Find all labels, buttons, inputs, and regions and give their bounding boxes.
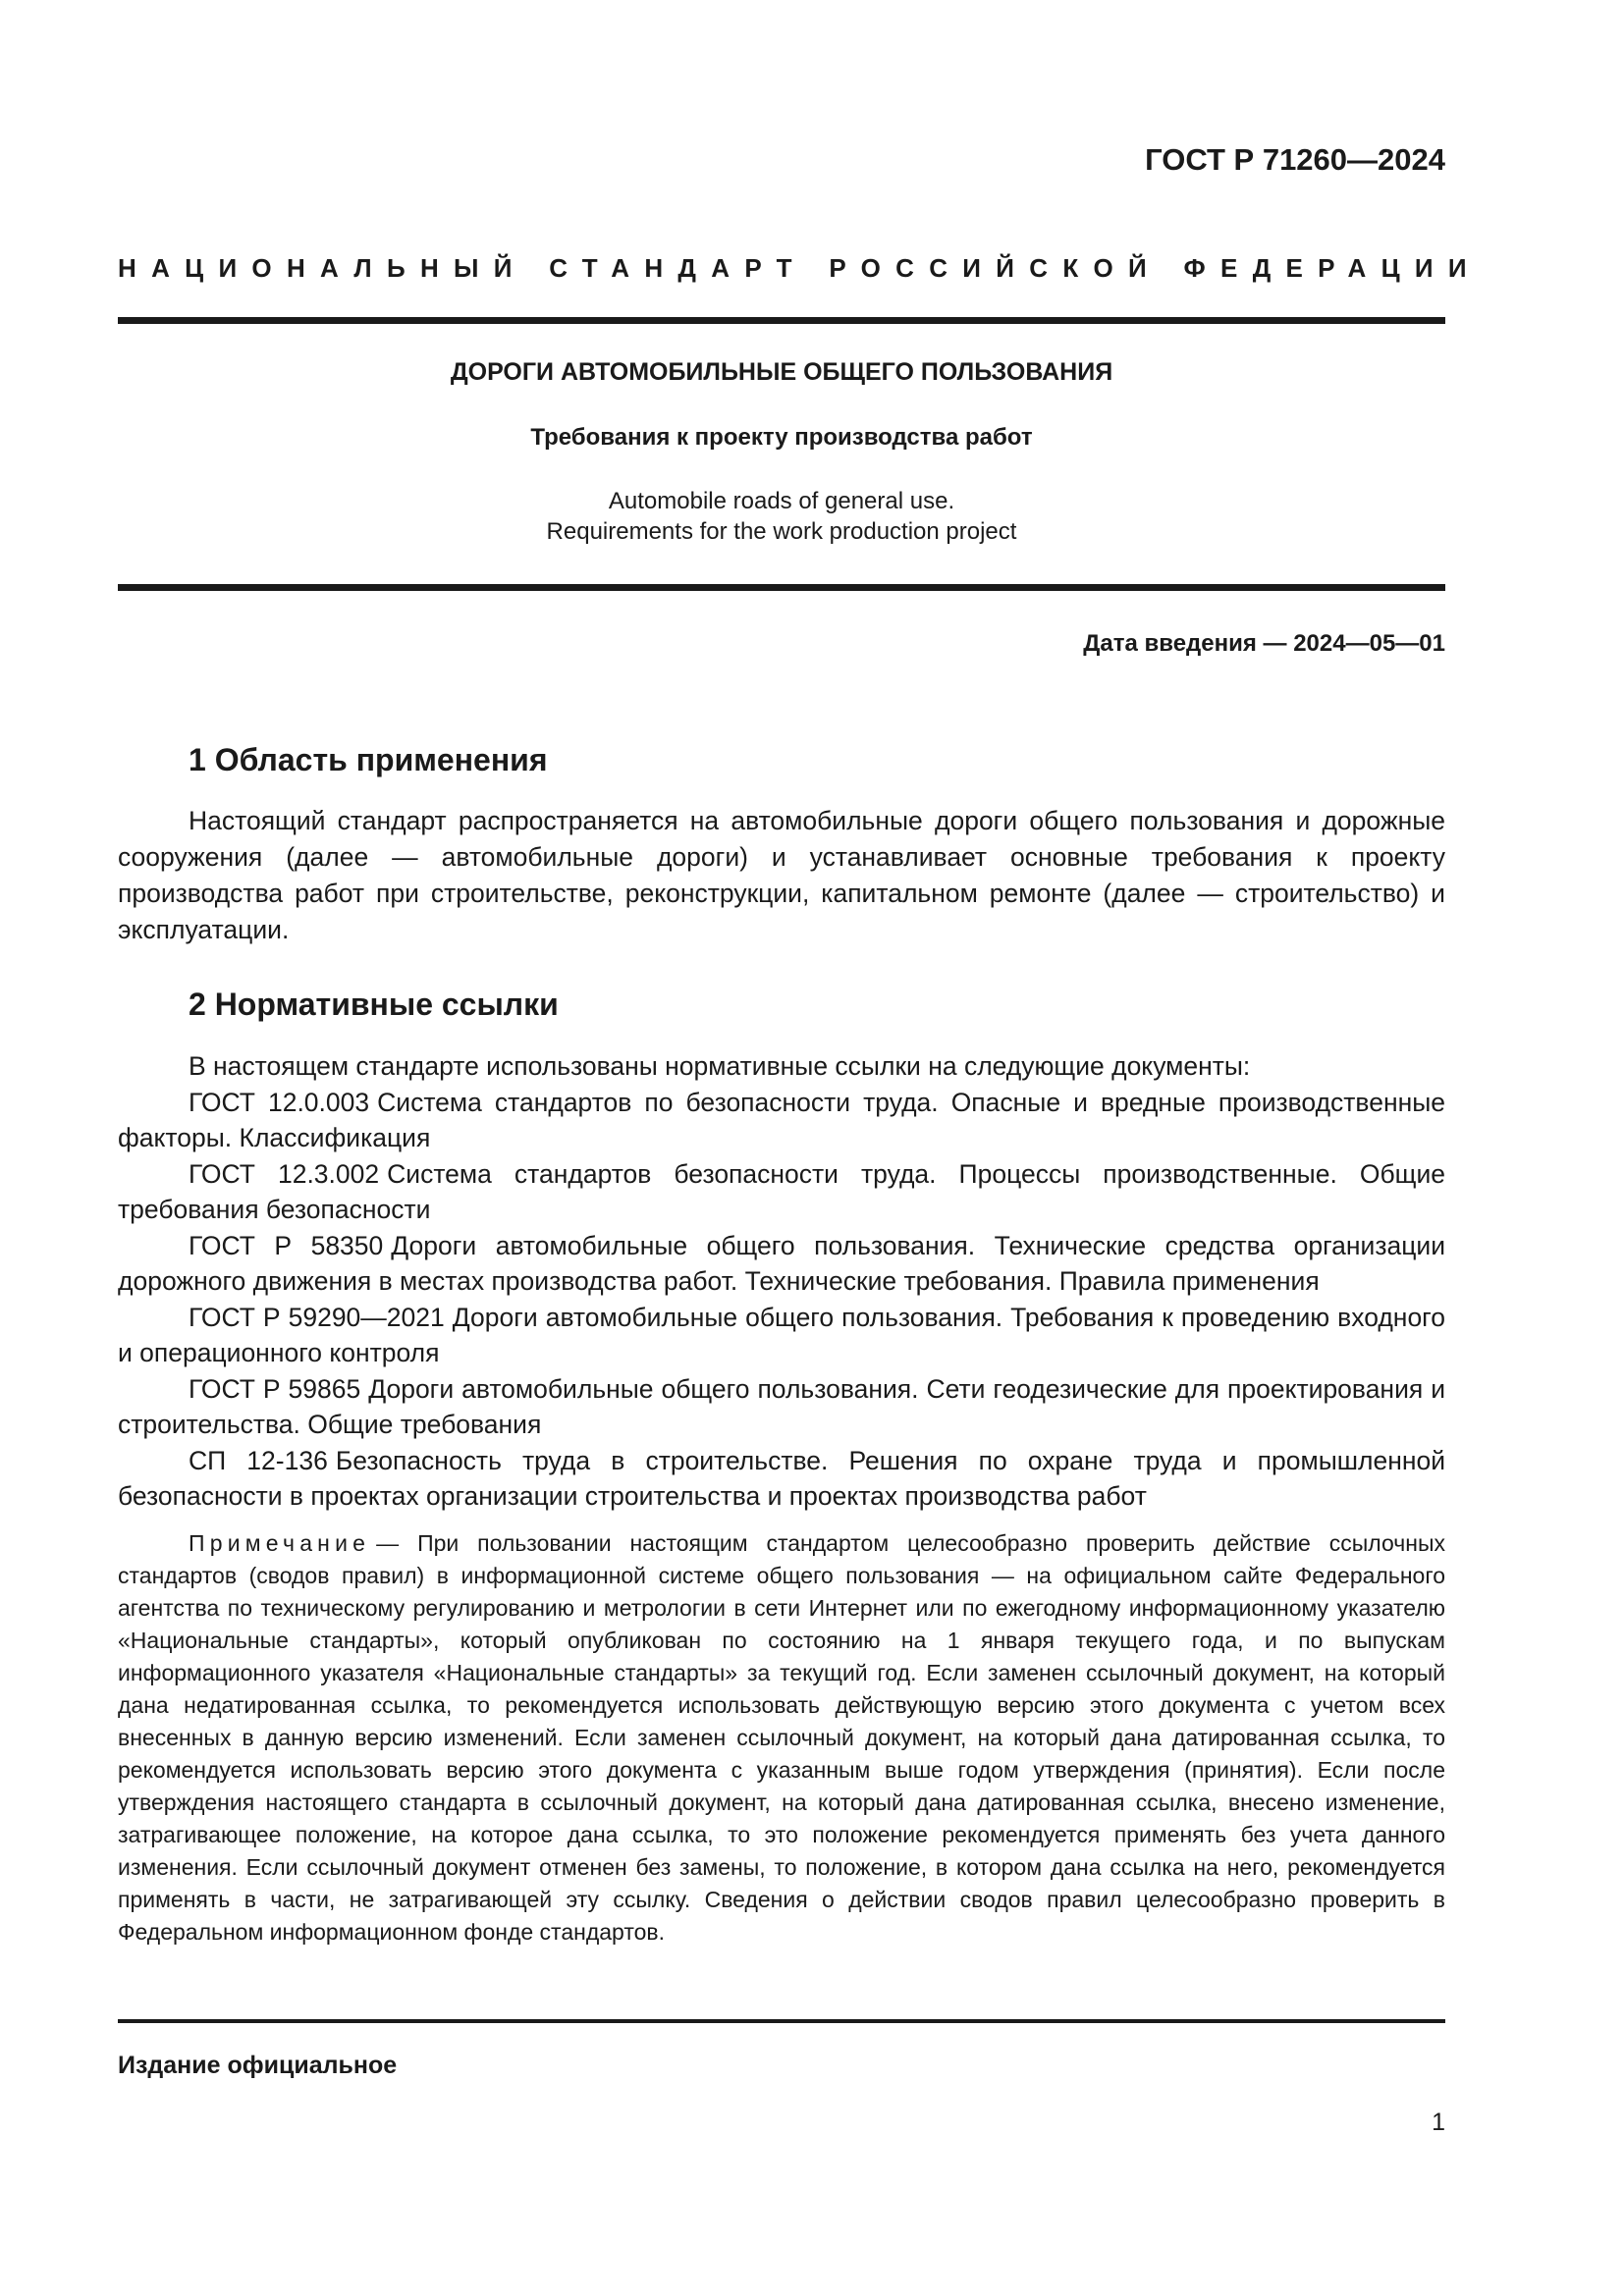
- reference-item: [118, 1156, 1445, 1228]
- reference-code: ГОСТ Р 59865: [189, 1373, 361, 1404]
- reference-text: Дороги автомобильные общего пользования. Сети геодезические для проектирования и строительства. Общие требования: [118, 1373, 1445, 1439]
- section-2-heading: 2 Нормативные ссылки: [189, 987, 559, 1022]
- note-text: — При пользовании настоящим стандартом целесообразно проверить действие ссылочных стандартов (сводов правил) в информационной системе общего пользования — на официальном сайте Федерального агентства по техническому регулированию и метрологии в сети Интернет или по ежегодному информационному указателю «Национальные стандарты», который опубликован по состоянию на 1 января текущего года, и по выпускам информационного указателя «Национальные стандарты» за текущий год. Если заменен ссылочный документ, на который дана недатированная ссылка, то рекомендуется использовать действующую версию этого документа с учетом всех внесенных в данную версию изменений. Если заменен ссылочный документ, на который дана датированная ссылка, то рекомендуется использовать версию этого документа с указанным выше годом утверждения (принятия). Если после утверждения настоящего стандарта в ссылочный документ, на который дана датированная ссылка, внесено изменение, затрагивающее положение, на которое дана ссылка, то это положение рекомендуется применять без учета данного изменения. Если ссылочный документ отменен без замены, то положение, в котором дана ссылка на него, рекомендуется применять в части, не затрагивающей эту ссылку. Сведения о действии сводов правил целесообразно проверить в Федеральном информационном фонде стандартов.: [118, 1530, 1445, 1945]
- page-number: 1: [1432, 2109, 1445, 2136]
- english-title: [118, 486, 1445, 547]
- introduction-date: Дата введения — 2024—05—01: [1083, 630, 1445, 657]
- reference-text: Система стандартов по безопасности труда. Опасные и вредные производственные факторы. Классификация: [118, 1087, 1446, 1152]
- reference-text: Безопасность труда в строительстве. Решения по охране труда и промышленной безопасности в проектах организации строительства и проектах производства работ: [118, 1445, 1446, 1511]
- official-edition-label: Издание официальное: [118, 2052, 398, 2079]
- note-label: Примечание: [189, 1530, 371, 1556]
- section-1-heading: 1 Область применения: [189, 742, 548, 777]
- national-standard-banner: НАЦИОНАЛЬНЫЙ СТАНДАРТ РОССИЙСКОЙ ФЕДЕРАЦИИ: [118, 253, 1482, 283]
- english-title-line-2: Requirements for the work production project: [546, 518, 1017, 545]
- reference-text: Дороги автомобильные общего пользования. Требования к проведению входного и операционного контроля: [118, 1302, 1446, 1367]
- reference-code: СП 12-136: [189, 1445, 328, 1475]
- reference-item: [118, 1371, 1445, 1443]
- document-title: ДОРОГИ АВТОМОБИЛЬНЫЕ ОБЩЕГО ПОЛЬЗОВАНИЯ: [450, 358, 1113, 386]
- reference-item: [118, 1443, 1445, 1515]
- references-intro: В настоящем стандарте использованы нормативные ссылки на следующие документы:: [189, 1051, 1251, 1081]
- reference-item: [118, 1300, 1445, 1371]
- title-divider: [118, 584, 1445, 591]
- reference-text: Система стандартов безопасности труда. Процессы производственные. Общие требования безопасности: [118, 1158, 1445, 1224]
- section-1-text: Настоящий стандарт распространяется на автомобильные дороги общего пользования и дорожные сооружения (далее — автомобильные дороги) и устанавливает основные требования к проекту производства работ при строительстве, реконструкции, капитальном ремонте (далее — строительство) и эксплуатации.: [118, 806, 1445, 944]
- reference-item: [118, 1085, 1445, 1156]
- reference-text: Дороги автомобильные общего пользования. Технические средства организации дорожного движения в местах производства работ. Технические требования. Правила применения: [118, 1230, 1445, 1296]
- reference-code: ГОСТ 12.3.002: [189, 1158, 380, 1189]
- reference-code: ГОСТ 12.0.003: [189, 1087, 370, 1117]
- document-number: ГОСТ Р 71260—2024: [1145, 142, 1445, 177]
- normative-references: [118, 1048, 1445, 1515]
- references-note: [118, 1527, 1445, 1949]
- reference-code: ГОСТ Р 59290—2021: [189, 1302, 445, 1332]
- english-title-line-1: Automobile roads of general use.: [608, 488, 955, 514]
- header-divider: [118, 317, 1445, 324]
- document-subtitle: Требования к проекту производства работ: [530, 424, 1033, 451]
- reference-code: ГОСТ Р 58350: [189, 1230, 384, 1260]
- reference-item: [118, 1228, 1445, 1300]
- footer-divider: [118, 2019, 1445, 2023]
